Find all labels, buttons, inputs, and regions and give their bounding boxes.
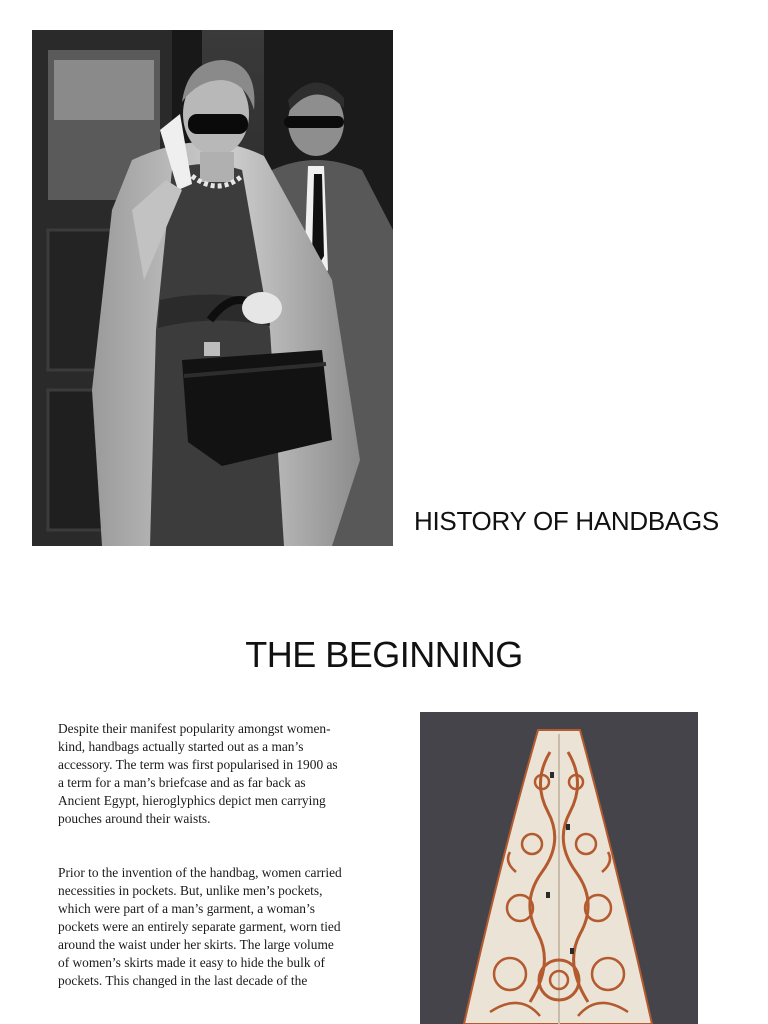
photo-embroidered-pocket-icon — [420, 712, 698, 1024]
paragraph: Prior to the invention of the handbag, women carried necessities in pockets. But, unlike men’s pockets, which were part of a man’s garment, a woman’s pockets were an entirely separate garment, worn tied around the waist under her skirts. The large volume of women’s skirts made it easy to hide the bulk of pockets. This changed in the last decade of the — [58, 865, 342, 988]
page-title: HISTORY OF HANDBAGS — [414, 506, 719, 536]
section-heading: THE BEGINNING — [245, 634, 523, 675]
main-photo — [32, 30, 393, 546]
body-text — [58, 720, 342, 990]
photo-woman-with-handbag-icon — [32, 30, 393, 546]
paragraph: Despite their manifest popularity amongst women-kind, handbags actually started out as a man’s accessory. The term was first popularised in 1900 as a term for a man’s briefcase and as far back as Ancient Egypt, hieroglyphics depict men carrying pouches around their waists. — [58, 721, 338, 826]
pocket-photo — [420, 712, 698, 1024]
